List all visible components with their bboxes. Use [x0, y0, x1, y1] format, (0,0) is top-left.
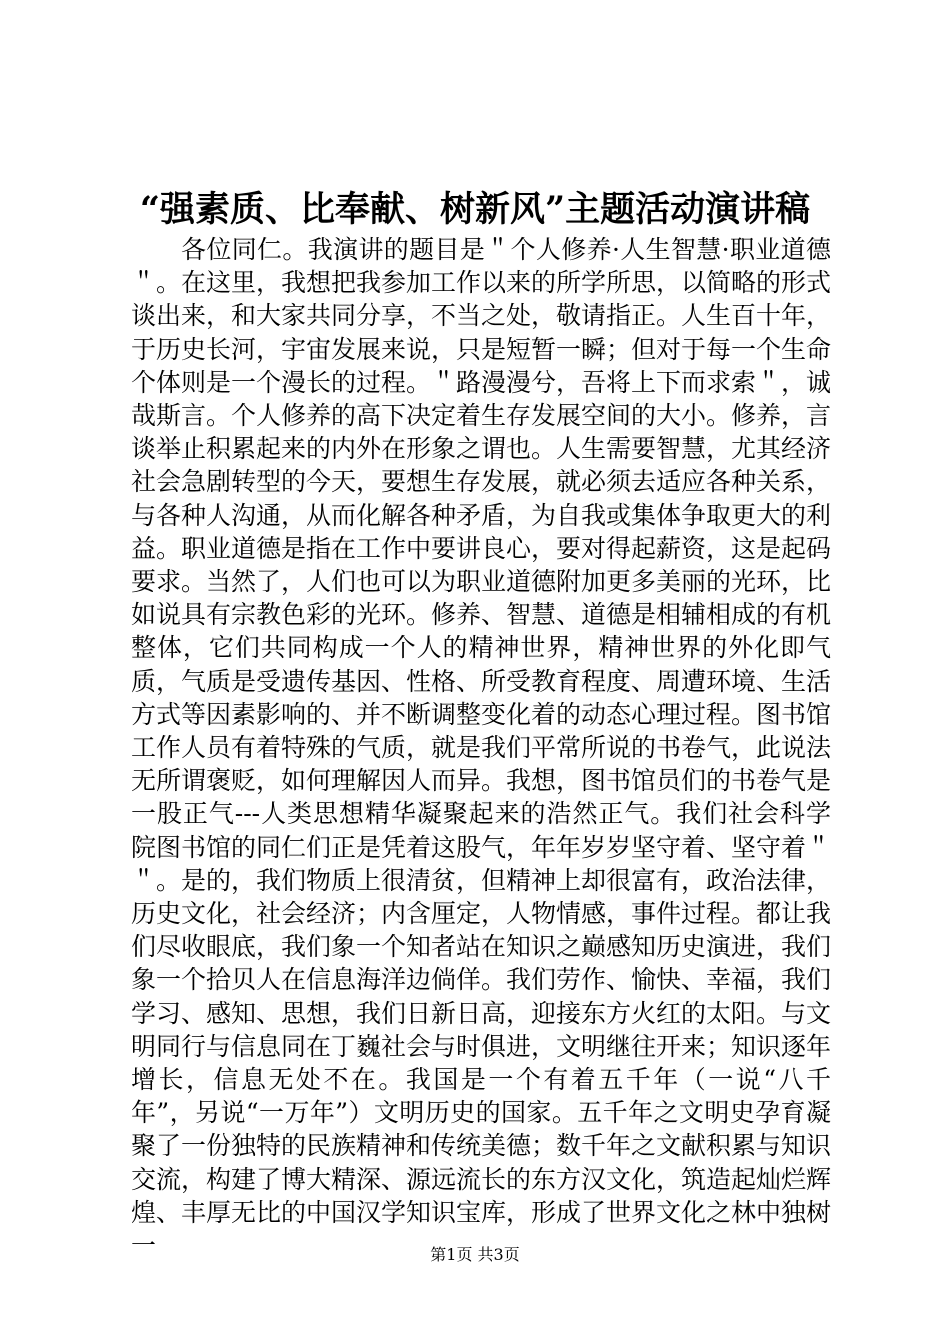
page-footer: 第1页 共3页: [430, 1245, 520, 1264]
document-title: “强素质、比奉献、树新风”主题活动演讲稿: [139, 189, 811, 230]
document-body: 各位同仁。我演讲的题目是＂个人修养·人生智慧·职业道德＂。在这里，我想把我参加工作以来的所学所思，以简略的形式谈出来，和大家共同分享，不当之处，敬请指正。人生百十年，于历史长河，宇宙发展来说，只是短暂一瞬；但对于每一个生命个体则是一个漫长的过程。＂路漫漫兮，吾将上下而求索＂，诚哉斯言。个人修养的高下决定着生存发展空间的大小。修养，言谈举止积累起来的内外在形象之谓也。人生需要智慧，尤其经济社会急剧转型的今天，要想生存发展，就必须去适应各种关系，与各种人沟通，从而化解各种矛盾，为自我或集体争取更大的利益。职业道德是指在工作中要讲良心，要对得起薪资，这是起码要求。当然了，人们也可以为职业道德附加更多美丽的光环，比如说具有宗教色彩的光环。修养、智慧、道德是相辅相成的有机整体，它们共同构成一个人的精神世界，精神世界的外化即气质，气质是受遗传基因、性格、所受教育程度、周遭环境、生活方式等因素影响的、并不断调整变化着的动态心理过程。图书馆工作人员有着特殊的气质，就是我们平常所说的书卷气，此说法无所谓褒贬，如何理解因人而异。我想，图书馆员们的书卷气是一股正气---人类思想精华凝聚起来的浩然正气。我们社会科学院图书馆的同仁们正是凭着这股气，年年岁岁坚守着、坚守着＂＂。是的，我们物质上很清贫，但精神上却很富有，政治法律，历史文化，社会经济；内含厘定，人物情感，事件过程。都让我们尽收眼底，我们象一个知者站在知识之巅感知历史演进，我们象一个拾贝人在信息海洋边倘佯。我们劳作、愉快、幸福，我们学习、感知、思想，我们日新日高，迎接东方火红的太阳。与文明同行与信息同在丁巍社会与时俱进，文明继往开来；知识逐年增长，信息无处不在。我国是一个有着五千年（一说“八千年”，另说“一万年”）文明历史的国家。五千年之文明史孕育凝聚了一份独特的民族精神和传统美德；数千年之文献积累与知识交流，构建了博大精深、源远流长的东方汉文化，筑造起灿烂辉煌、丰厚无比的中国汉学知识宝库，形成了世界文化之林中独树一: [131, 235, 832, 1261]
